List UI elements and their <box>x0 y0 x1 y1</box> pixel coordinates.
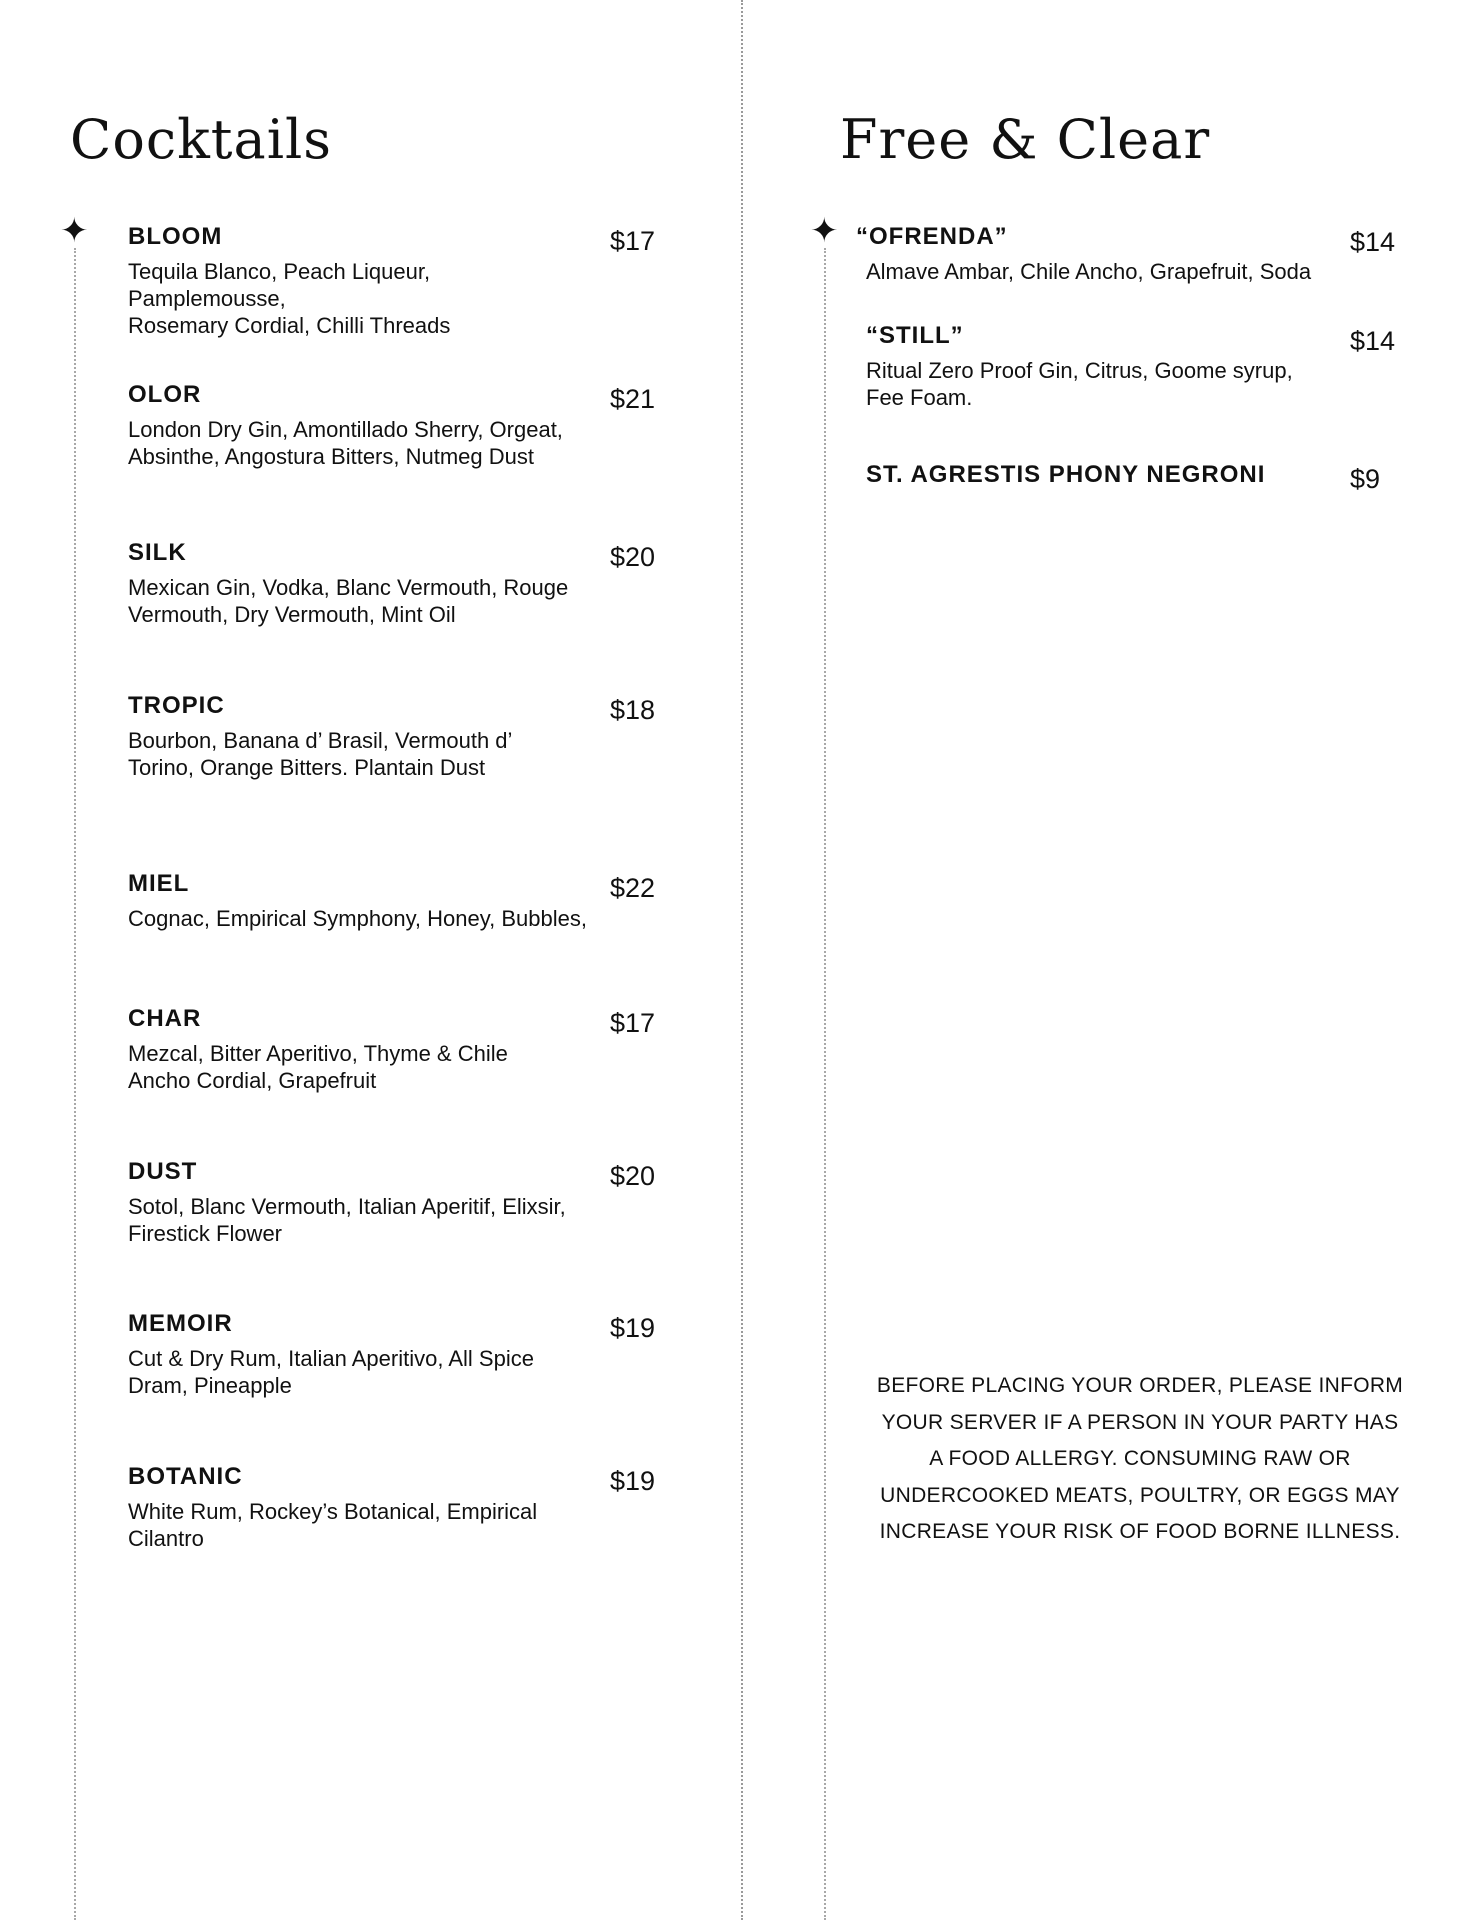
item-description: Bourbon, Banana d’ Brasil, Vermouth d’ Torino, Orange Bitters. Plantain Dust <box>128 728 513 780</box>
item-description: Cut & Dry Rum, Italian Aperitivo, All Spice Dram, Pineapple <box>128 1346 534 1398</box>
notice-line: A FOOD ALLERGY. CONSUMING RAW OR <box>929 1447 1351 1470</box>
item-price: $14 <box>1350 227 1396 257</box>
free-clear-title: Free & Clear <box>840 108 1211 171</box>
item-price: $17 <box>610 226 656 256</box>
menu-item-still <box>866 321 1326 411</box>
item-price: $20 <box>610 542 656 572</box>
item-name: DUST <box>128 1158 198 1185</box>
menu-item-silk <box>128 538 588 628</box>
item-price: $21 <box>610 384 656 414</box>
item-description: Almave Ambar, Chile Ancho, Grapefruit, Soda <box>866 259 1312 284</box>
item-price: $19 <box>610 1466 656 1496</box>
menu-item-olor <box>128 380 588 470</box>
item-price: $17 <box>610 1008 656 1038</box>
item-name: CHAR <box>128 1005 202 1032</box>
center-divider <box>741 0 743 1920</box>
item-name: BOTANIC <box>128 1463 243 1490</box>
menu-item-char <box>128 1004 588 1094</box>
item-name: TROPIC <box>128 692 225 719</box>
item-name: SILK <box>128 539 187 566</box>
item-description: Mexican Gin, Vodka, Blanc Vermouth, Rouge Vermouth, Dry Vermouth, Mint Oil <box>128 575 569 627</box>
four-point-star-icon: ✦ <box>810 211 839 251</box>
menu-item-bloom <box>128 222 588 339</box>
menu-item-dust <box>128 1157 588 1247</box>
item-price: $18 <box>610 695 656 725</box>
allergy-notice <box>870 1368 1410 1551</box>
item-name: “STILL” <box>866 322 964 349</box>
item-description: White Rum, Rockey’s Botanical, Empirical Cilantro <box>128 1499 538 1551</box>
cocktails-title: Cocktails <box>70 108 332 171</box>
item-price: $19 <box>610 1313 656 1343</box>
item-price: $22 <box>610 873 656 903</box>
item-name: MIEL <box>128 870 190 897</box>
item-price: $20 <box>610 1161 656 1191</box>
item-description: Cognac, Empirical Symphony, Honey, Bubbles, <box>128 906 587 931</box>
item-name: OLOR <box>128 381 202 408</box>
item-name: ST. AGRESTIS PHONY NEGRONI <box>866 461 1266 488</box>
menu-item-ofrenda <box>856 222 1316 285</box>
item-price: $14 <box>1350 326 1396 356</box>
notice-line: YOUR SERVER IF A PERSON IN YOUR PARTY HAS <box>881 1410 1399 1434</box>
right-dotted-rail <box>824 248 826 1920</box>
item-name: “OFRENDA” <box>856 223 1008 250</box>
item-description: Sotol, Blanc Vermouth, Italian Aperitif, Elixsir, Firestick Flower <box>128 1194 566 1246</box>
item-description: London Dry Gin, Amontillado Sherry, Orgeat, Absinthe, Angostura Bitters, Nutmeg Dust <box>128 417 563 469</box>
item-description: Tequila Blanco, Peach Liqueur, Pamplemousse, Rosemary Cordial, Chilli Threads <box>128 259 451 338</box>
left-dotted-rail <box>74 248 76 1920</box>
item-description: Ritual Zero Proof Gin, Citrus, Goome syrup, Fee Foam. <box>866 358 1293 410</box>
menu-item-botanic <box>128 1462 588 1552</box>
menu-item-tropic <box>128 691 588 781</box>
item-name: BLOOM <box>128 223 223 250</box>
item-description: Mezcal, Bitter Aperitivo, Thyme & Chile Ancho Cordial, Grapefruit <box>128 1041 508 1093</box>
notice-line: INCREASE YOUR RISK OF FOOD BORNE ILLNESS. <box>879 1520 1401 1543</box>
four-point-star-icon: ✦ <box>60 211 89 251</box>
notice-line: BEFORE PLACING YOUR ORDER, PLEASE INFORM <box>876 1374 1404 1397</box>
item-name: MEMOIR <box>128 1310 233 1337</box>
menu-item-memoir <box>128 1309 588 1399</box>
item-price: $9 <box>1350 464 1381 494</box>
menu-item-miel <box>128 869 588 932</box>
menu-item-phony-negroni <box>866 460 1346 490</box>
notice-line: UNDERCOOKED MEATS, POULTRY, OR EGGS MAY <box>880 1483 1400 1507</box>
